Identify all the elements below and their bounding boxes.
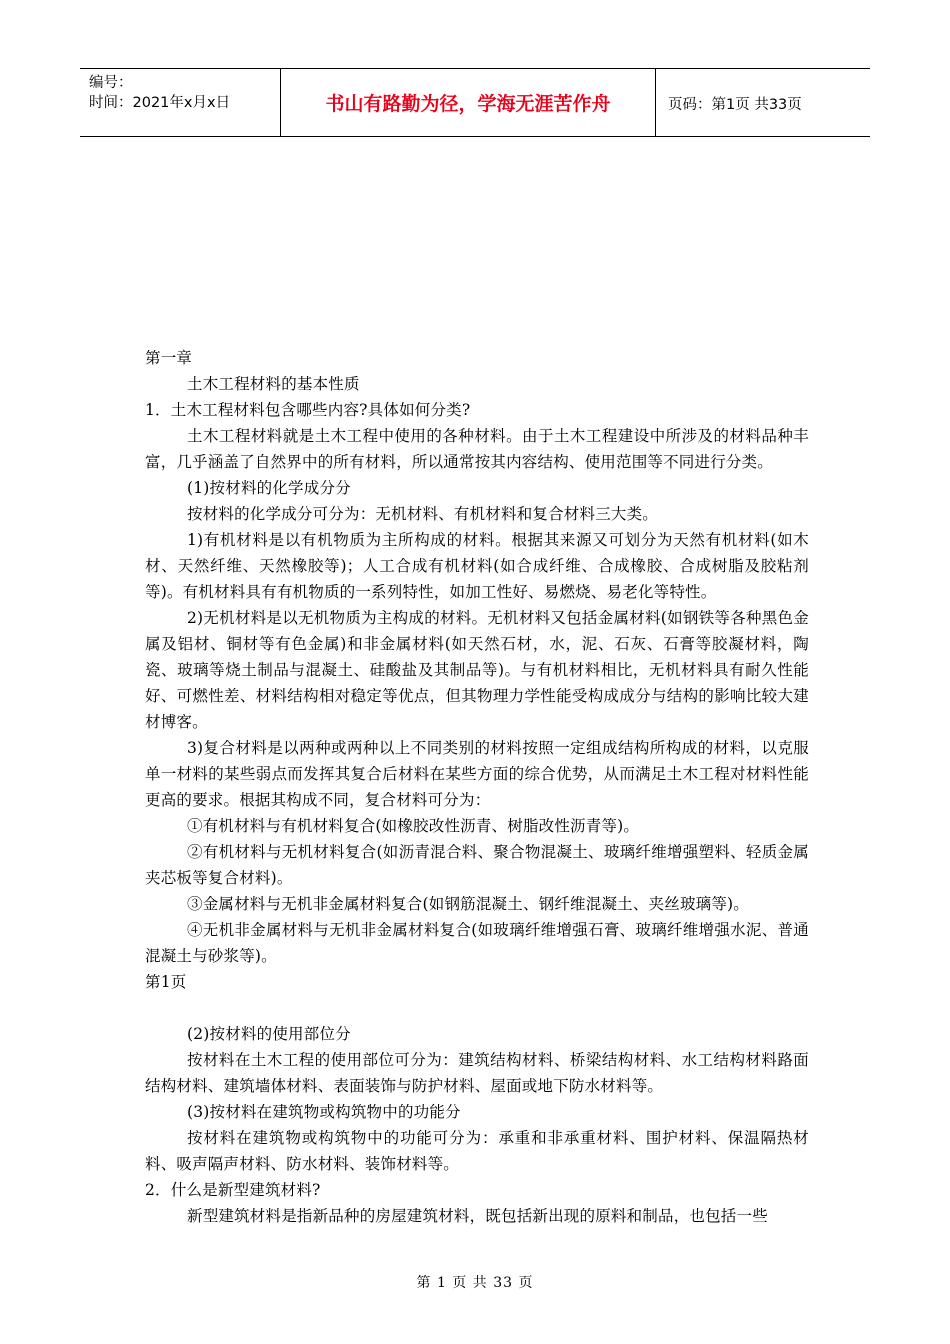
chapter-title: 土木工程材料的基本性质 (187, 375, 360, 393)
page-header (80, 68, 870, 137)
header-motto-cell (281, 69, 656, 136)
section-heading: (3)按材料在建筑物或构筑物中的功能分 (187, 1103, 461, 1121)
section-heading: (1)按材料的化学成分分 (187, 479, 351, 497)
list-item: ③金属材料与无机非金属材料复合(如钢筋混凝土、钢纤维混凝土、夹丝玻璃等)。 (187, 895, 749, 913)
document-body (145, 345, 809, 1229)
paragraph: 土木工程材料就是土木工程中使用的各种材料。由于土木工程建设中所涉及的材料品种丰富，几乎涵盖了自然界中的所有材料，所以通常按其内容结构、使用范围等不同进行分类。 (145, 427, 809, 471)
motto-text: 书山有路勤为径，学海无涯苦作舟 (325, 93, 611, 115)
time-label: 时间：2021年x月x日 (89, 95, 231, 111)
paragraph: 3)复合材料是以两种或两种以上不同类别的材料按照一定组成结构所构成的材料，以克服单一材料的某些弱点而发挥其复合后材料在某些方面的综合优势，从而满足土木工程对材料性能更高的要求。根据其构成不同，复合材料可分为： (145, 739, 809, 809)
paragraph: 新型建筑材料是指新品种的房屋建筑材料，既包括新出现的原料和制品，也包括一些 (187, 1207, 768, 1225)
question-heading: 2．什么是新型建筑材料? (145, 1181, 321, 1199)
paragraph: 按材料在土木工程的使用部位可分为：建筑结构材料、桥梁结构材料、水工结构材料路面结构材料、建筑墙体材料、表面装饰与防护材料、屋面或地下防水材料等。 (145, 1051, 809, 1095)
header-meta-cell (80, 69, 281, 136)
paragraph: 2)无机材料是以无机物质为主构成的材料。无机材料又包括金属材料(如钢铁等各种黑色金属及铝材、铜材等有色金属)和非金属材料(如天然石材，水，泥、石灰、石膏等胶凝材料，陶瓷、玻璃等烧土制品与混凝土、硅酸盐及其制品等)。与有机材料相比，无机材料具有耐久性能好、可燃性差、材料结构相对稳定等优点，但其物理力学性能受构成成分与结构的影响比较大建材博客。 (145, 609, 809, 731)
paragraph: 按材料在建筑物或构筑物中的功能可分为：承重和非承重材料、围护材料、保温隔热材料、吸声隔声材料、防水材料、装饰材料等。 (145, 1129, 809, 1173)
page-footer: 第 1 页 共 33 页 (416, 1275, 534, 1291)
header-page-cell (656, 69, 870, 136)
paragraph: 按材料的化学成分可分为：无机材料、有机材料和复合材料三大类。 (187, 505, 659, 523)
list-item: ①有机材料与有机材料复合(如橡胶改性沥青、树脂改性沥青等)。 (187, 817, 640, 835)
question-heading: 1．土木工程材料包含哪些内容?具体如何分类? (145, 401, 471, 419)
spacer (145, 995, 809, 1021)
list-item: ④无机非金属材料与无机非金属材料复合(如玻璃纤维增强石膏、玻璃纤维增强水泥、普通混凝土与砂浆等)。 (145, 921, 809, 965)
section-heading: (2)按材料的使用部位分 (187, 1025, 351, 1043)
inline-page-marker: 第1页 (145, 973, 187, 991)
number-label: 编号： (89, 75, 133, 91)
paragraph: 1)有机材料是以有机物质为主所构成的材料。根据其来源又可划分为天然有机材料(如木材、天然纤维、天然橡胶等)；人工合成有机材料(如合成纤维、合成橡胶、合成树脂及胶粘剂等)。有机材料具有有机物质的一系列特性，如加工性好、易燃烧、易老化等特性。 (145, 531, 809, 601)
chapter-heading: 第一章 (145, 349, 193, 367)
page-info: 页码：第1页 共33页 (668, 97, 802, 113)
list-item: ②有机材料与无机材料复合(如沥青混合料、聚合物混凝土、玻璃纤维增强塑料、轻质金属夹芯板等复合材料)。 (145, 843, 809, 887)
